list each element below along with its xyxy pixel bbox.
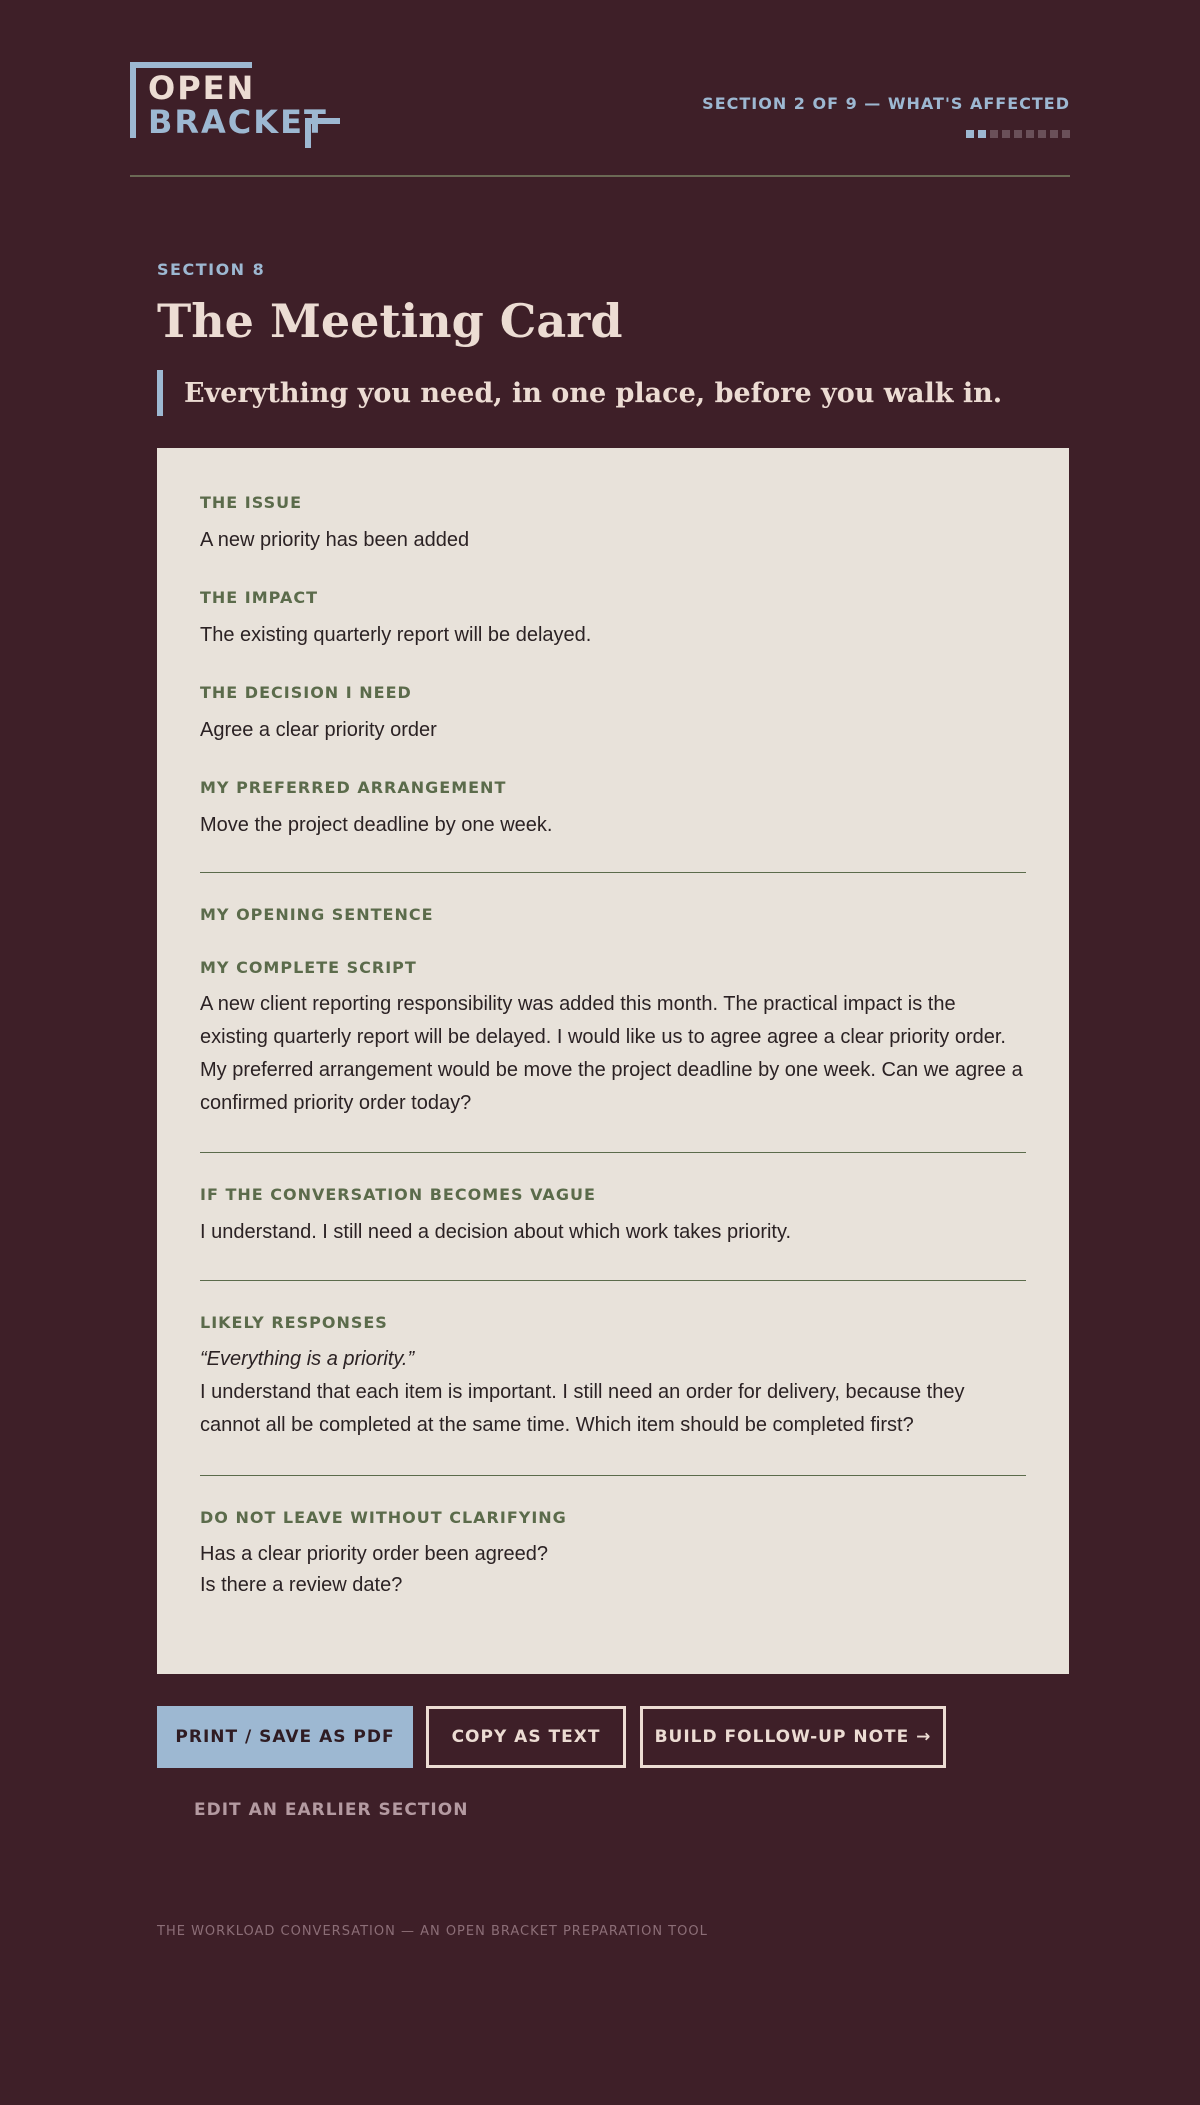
edit-earlier-section-link[interactable]: EDIT AN EARLIER SECTION (194, 1800, 469, 1820)
header-divider (130, 175, 1070, 177)
build-follow-up-note-button[interactable]: BUILD FOLLOW-UP NOTE → (640, 1706, 946, 1768)
progress-label: SECTION 2 OF 9 — WHAT'S AFFECTED (702, 94, 1070, 113)
divider (200, 1152, 1026, 1153)
logo-word-open: OPEN (148, 69, 256, 107)
opening-sentence-label: MY OPENING SENTENCE (200, 905, 434, 924)
clarify-question-1: Has a clear priority order been agreed? (200, 1543, 548, 1565)
footer-text: THE WORKLOAD CONVERSATION — AN OPEN BRACKET PREPARATION TOOL (157, 1924, 708, 1939)
script-label: MY COMPLETE SCRIPT (200, 958, 417, 977)
logo-bracket-top (130, 62, 252, 68)
response-reply: I understand that each item is important. I still need an order for delivery, because they cannot all be completed at the same time. Which item should be completed first? (200, 1381, 965, 1436)
vague-label: IF THE CONVERSATION BECOMES VAGUE (200, 1185, 596, 1204)
arrangement-label: MY PREFERRED ARRANGEMENT (200, 778, 507, 797)
logo-bracket-left (130, 62, 136, 138)
impact-value: The existing quarterly report will be delayed. (200, 624, 592, 646)
decision-label: THE DECISION I NEED (200, 683, 412, 702)
section-lede-text: Everything you need, in one place, before you walk in. (184, 377, 1003, 409)
progress-indicator (966, 130, 1070, 138)
progress-step (966, 130, 974, 138)
arrangement-value: Move the project deadline by one week. (200, 814, 553, 836)
section-eyebrow: SECTION 8 (157, 260, 266, 279)
impact-label: THE IMPACT (200, 588, 318, 607)
open-bracket-logo[interactable] (130, 62, 345, 148)
progress-step (990, 130, 998, 138)
vague-value: I understand. I still need a decision about which work takes priority. (200, 1221, 792, 1243)
meeting-card (157, 448, 1069, 1674)
header (130, 62, 1070, 177)
print-save-pdf-button[interactable]: PRINT / SAVE AS PDF (157, 1706, 413, 1768)
progress-step (1002, 130, 1010, 138)
divider (200, 872, 1026, 873)
progress-step (1038, 130, 1046, 138)
divider (200, 1475, 1026, 1476)
decision-value: Agree a clear priority order (200, 719, 437, 741)
section-lede (157, 370, 1002, 416)
progress-step (1026, 130, 1034, 138)
divider (200, 1280, 1026, 1281)
responses-label: LIKELY RESPONSES (200, 1313, 388, 1332)
response-quote: “Everything is a priority.” (200, 1348, 415, 1370)
page-title: The Meeting Card (157, 294, 623, 348)
issue-value: A new priority has been added (200, 529, 470, 551)
copy-as-text-button[interactable]: COPY AS TEXT (426, 1706, 626, 1768)
progress-step (1062, 130, 1070, 138)
progress-step (1014, 130, 1022, 138)
issue-label: THE ISSUE (200, 493, 303, 512)
progress-step (1050, 130, 1058, 138)
clarify-question-2: Is there a review date? (200, 1574, 403, 1596)
clarify-label: DO NOT LEAVE WITHOUT CLARIFYING (200, 1508, 567, 1527)
script-value: A new client reporting responsibility was added this month. The practical impact is the existing quarterly report will be delayed. I would like us to agree agree a clear priority order. My preferred arrangement would be move the project deadline by one week. Can we agree a confirmed priority order today? (200, 993, 1023, 1114)
logo-word-bracket: BRACKET (148, 103, 328, 141)
progress-step (978, 130, 986, 138)
